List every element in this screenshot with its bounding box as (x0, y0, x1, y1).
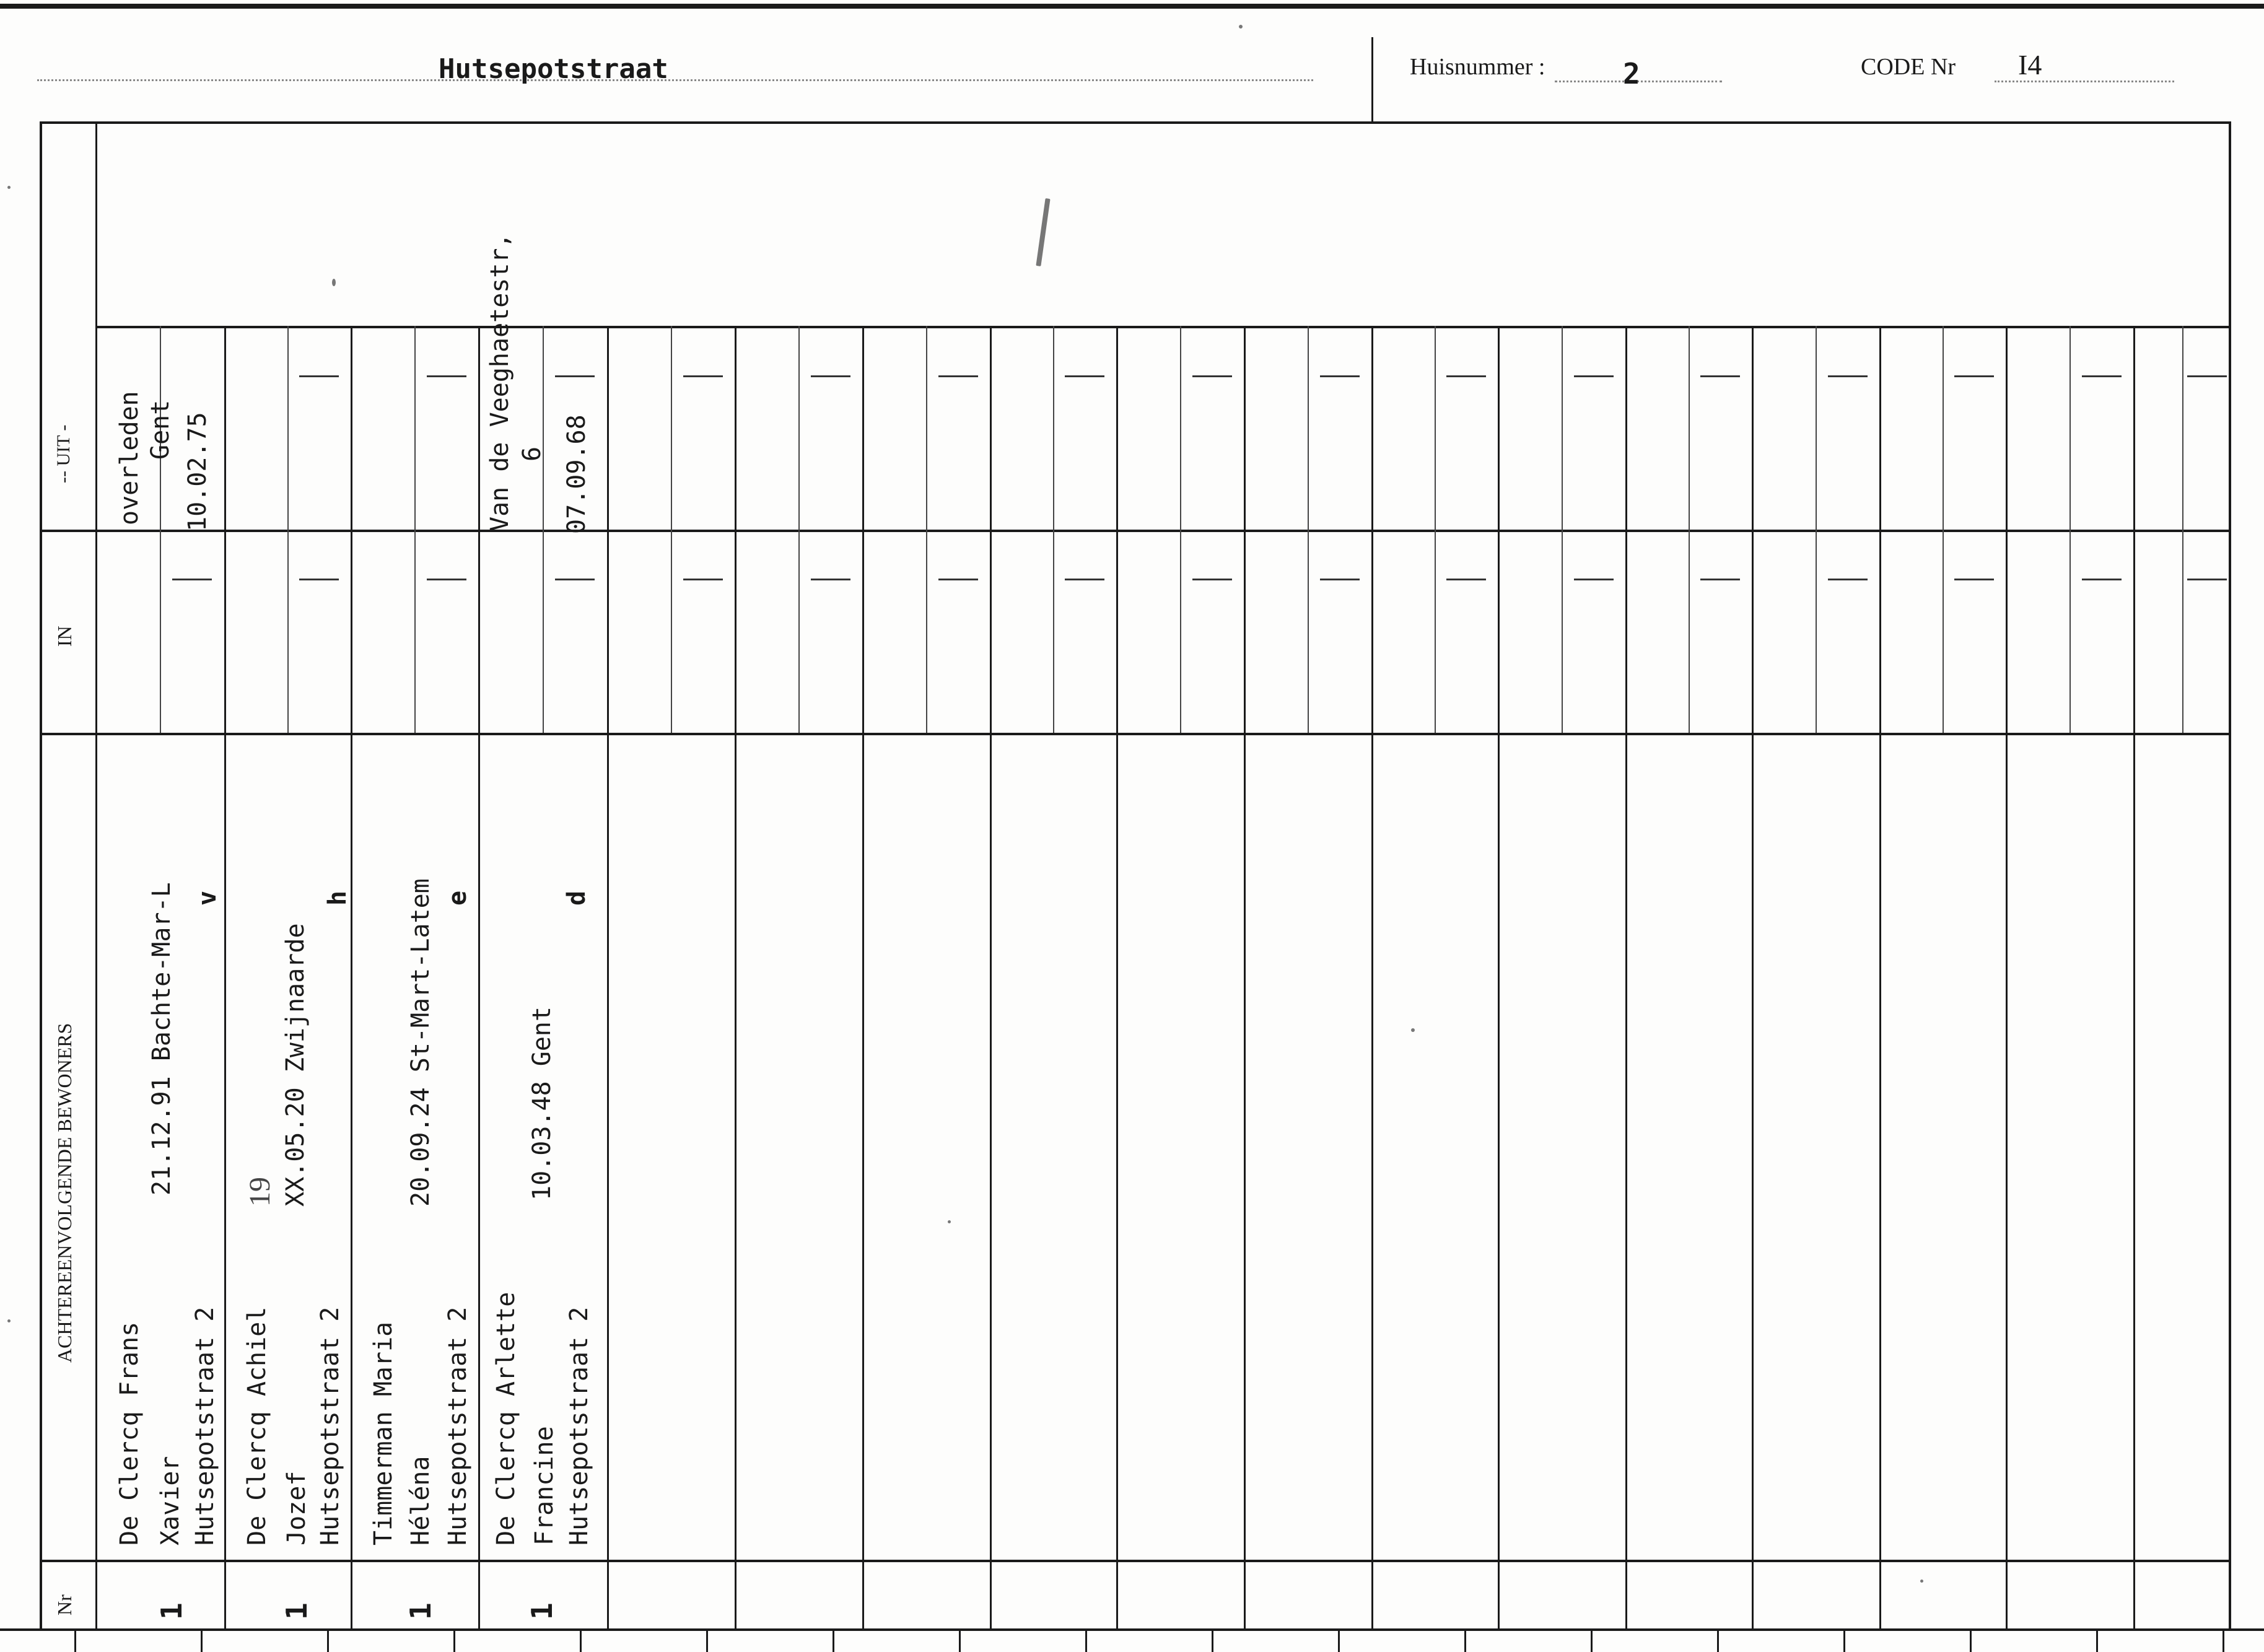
header-divider (1371, 37, 1373, 121)
resident-1-out-reason: overleden (115, 391, 144, 525)
bottom-tick (74, 1631, 76, 1652)
subcolumn-divider (287, 326, 289, 733)
scan-speck (948, 1220, 951, 1223)
dash-mark-uit (938, 375, 978, 377)
dash-mark-uit (683, 375, 723, 377)
bottom-tick (1212, 1631, 1213, 1652)
resident-3-first-name: Héléna (406, 1456, 435, 1545)
column-divider (607, 326, 609, 1630)
bottom-tick (1591, 1631, 1593, 1652)
resident-1-address: Hutsepotstraat 2 (191, 1306, 219, 1545)
scan-speck (1239, 25, 1243, 28)
column-divider (990, 326, 992, 1630)
column-divider (1879, 326, 1881, 1630)
bottom-tick (2222, 1631, 2224, 1652)
bottom-tick (1843, 1631, 1845, 1652)
column-divider (1116, 326, 1118, 1630)
bottom-tick (833, 1631, 834, 1652)
column-divider (1498, 326, 1500, 1630)
dash-mark-in (811, 579, 850, 580)
dash-mark-in (938, 579, 978, 580)
subcolumn-divider (926, 326, 927, 733)
bottom-tick (1085, 1631, 1087, 1652)
scan-speck (1411, 1028, 1415, 1032)
dash-mark-uit (1828, 375, 1868, 377)
dash-mark-in (1828, 579, 1868, 580)
residents-nr-divider (40, 1560, 2231, 1562)
resident-4-relation: d (562, 890, 591, 906)
bottom-tick (1970, 1631, 1972, 1652)
resident-2-name: De Clercq Achiel (243, 1306, 271, 1545)
column-divider (1371, 326, 1373, 1630)
dash-mark-uit (427, 375, 466, 377)
dash-mark-uit (811, 375, 850, 377)
bottom-tick (453, 1631, 455, 1652)
code-value: I4 (2018, 49, 2042, 81)
column-divider (1244, 326, 1246, 1630)
resident-4-out-date: 07.09.68 (562, 414, 591, 534)
dash-mark-in (2187, 579, 2227, 580)
street-name: Hutsepotstraat (439, 53, 668, 85)
subcolumn-divider (798, 326, 800, 733)
uit-top-line (95, 326, 2231, 328)
bottom-tick (1717, 1631, 1719, 1652)
subcolumn-divider (1435, 326, 1436, 733)
dash-mark-uit (1446, 375, 1486, 377)
resident-3-address: Hutsepotstraat 2 (444, 1306, 472, 1545)
bottom-tick (2096, 1631, 2098, 1652)
resident-4-address: Hutsepotstraat 2 (565, 1306, 593, 1545)
top-border (0, 4, 2264, 9)
dash-mark-in (299, 579, 339, 580)
in-residents-divider (40, 733, 2231, 735)
resident-4-birth: 10.03.48 Gent (528, 1006, 556, 1200)
resident-2-relation: h (323, 890, 352, 906)
column-divider (2133, 326, 2135, 1630)
subcolumn-divider (1943, 326, 1944, 733)
subcolumn-divider (1816, 326, 1817, 733)
subcolumn-divider (543, 326, 544, 733)
dash-mark-uit (1574, 375, 1614, 377)
subcolumn-divider (1562, 326, 1563, 733)
dash-mark-in (2082, 579, 2122, 580)
subcolumn-divider (1308, 326, 1309, 733)
scan-speck (1920, 1580, 1923, 1583)
dash-mark-uit (1320, 375, 1360, 377)
dash-mark-in (1320, 579, 1360, 580)
bottom-tick (706, 1631, 708, 1652)
bottom-tick (327, 1631, 329, 1652)
dash-mark-uit (299, 375, 339, 377)
dash-mark-uit (1954, 375, 1994, 377)
resident-1-name: De Clercq Frans (115, 1321, 144, 1545)
bottom-tick (201, 1631, 203, 1652)
dash-mark-in (1065, 579, 1104, 580)
resident-2-address: Hutsepotstraat 2 (316, 1306, 344, 1545)
resident-4-out-number: 6 (518, 446, 546, 461)
column-divider (1752, 326, 1754, 1630)
dash-mark-in (172, 579, 212, 580)
nr-label: Nr (53, 1594, 76, 1615)
code-label: CODE Nr (1861, 54, 1956, 80)
resident-1-first-name: Xavier (156, 1456, 185, 1545)
resident-3-name: Timmerman Maria (369, 1321, 398, 1545)
scan-speck (332, 279, 336, 286)
subcolumn-divider (2182, 326, 2183, 733)
dash-mark-in (1700, 579, 1740, 580)
subcolumn-divider (1053, 326, 1054, 733)
dash-mark-uit (1192, 375, 1232, 377)
resident-4-first-name: Francine (530, 1426, 559, 1545)
subcolumn-divider (671, 326, 672, 733)
house-number-value: 2 (1623, 57, 1640, 90)
resident-1-out-place: Gent (146, 400, 175, 460)
resident-1-out-date: 10.02.75 (183, 412, 212, 531)
dash-mark-in (683, 579, 723, 580)
resident-4-name: De Clercq Arlette (492, 1291, 520, 1545)
subcolumn-divider (160, 326, 161, 733)
resident-2-first-name: Jozef (282, 1471, 311, 1545)
column-divider (224, 326, 226, 1630)
column-divider (478, 326, 480, 1630)
dash-mark-uit (1065, 375, 1104, 377)
column-divider (735, 326, 736, 1630)
resident-4-nr: 1 (525, 1602, 559, 1620)
resident-4-out-street: Van de Veeghaetestr, (486, 233, 514, 531)
subcolumn-divider (1689, 326, 1690, 733)
dash-mark-uit (2187, 375, 2227, 377)
column-divider (1625, 326, 1627, 1630)
bottom-border (0, 1628, 2264, 1631)
resident-3-nr: 1 (404, 1602, 437, 1620)
label-column-divider (95, 121, 97, 1630)
bottom-tick (1338, 1631, 1340, 1652)
uit-in-divider (40, 530, 2231, 532)
subcolumn-divider (414, 326, 416, 733)
residents-label: ACHTEREENVOLGENDE BEWONERS (53, 1023, 76, 1363)
dash-mark-uit (555, 375, 595, 377)
bottom-tick (959, 1631, 961, 1652)
resident-2-nr: 1 (280, 1602, 313, 1620)
form-frame (40, 121, 2231, 1630)
column-divider (2006, 326, 2008, 1630)
scan-speck (7, 186, 11, 189)
in-label: IN (53, 626, 76, 647)
dash-mark-in (555, 579, 595, 580)
dash-mark-in (1192, 579, 1232, 580)
subcolumn-divider (2070, 326, 2071, 733)
dash-mark-uit (2082, 375, 2122, 377)
resident-3-birth: 20.09.24 St-Mart-Latem (406, 878, 435, 1207)
dash-mark-in (1446, 579, 1486, 580)
column-divider (351, 326, 352, 1630)
scan-speck (7, 1319, 11, 1322)
resident-1-relation: v (193, 890, 222, 906)
resident-2-birth-correction: 19 (243, 1177, 276, 1207)
resident-3-relation: e (444, 890, 472, 906)
resident-1-nr: 1 (155, 1602, 188, 1620)
subcolumn-divider (1180, 326, 1181, 733)
dash-mark-in (1954, 579, 1994, 580)
bottom-tick (1464, 1631, 1466, 1652)
dash-mark-in (427, 579, 466, 580)
resident-1-birth: 21.12.91 Bachte-Mar-L (147, 882, 176, 1195)
uit-label: -- UIT - (53, 424, 74, 483)
dash-mark-in (1574, 579, 1614, 580)
column-divider (862, 326, 864, 1630)
house-number-label: Huisnummer : (1410, 54, 1545, 80)
bottom-tick (580, 1631, 582, 1652)
dash-mark-uit (1700, 375, 1740, 377)
resident-2-birth: XX.05.20 Zwijnaarde (281, 923, 310, 1207)
street-dotted-line (37, 79, 1313, 81)
